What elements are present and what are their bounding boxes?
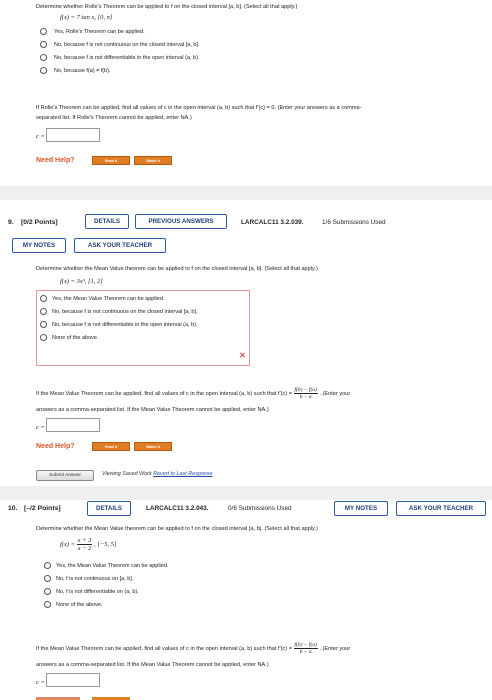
- q9-watch-it-button[interactable]: Watch It: [134, 442, 172, 451]
- q10-function-lhs: f(x) =: [60, 541, 76, 548]
- q9-fraction-top: f(b) − f(a): [294, 387, 317, 393]
- q10-followup: [36, 642, 350, 655]
- q9-prompt: Determine whether the Mean Value theorem can be applied to f on the closed interval [a, b]. (Select all that apply.): [36, 266, 318, 272]
- q10-function-bottom: x − 2: [77, 545, 92, 552]
- q10-fraction-top: f(b) − f(a): [294, 642, 317, 648]
- q9-option-radio[interactable]: [40, 308, 47, 315]
- q9-followup-text: If the Mean Value Theorem can be applied, find all values of c in the open interval (a, b) such that f′(c) =: [36, 390, 292, 397]
- q8-c-label: c =: [36, 133, 45, 140]
- q10-ask-teacher-button[interactable]: ASK YOUR TEACHER: [396, 501, 486, 516]
- q10-submissions: 0/6 Submissions Used: [228, 505, 292, 512]
- q8-option-label: No, because f(a) ≠ f(b).: [54, 68, 111, 74]
- q10-option-label: No, f is not continuous on [a, b].: [56, 576, 134, 582]
- q9-option-label: No, because f is not continuous on the closed interval [a, b].: [52, 309, 198, 315]
- q10-fraction: [294, 642, 318, 655]
- q8-need-help: Need Help?: [36, 157, 75, 164]
- q10-c-input[interactable]: [46, 673, 100, 687]
- q9-c-input[interactable]: [46, 418, 100, 432]
- q8-watch-it-button[interactable]: Watch It: [134, 156, 172, 165]
- q10-function-top: x + 3: [77, 537, 92, 544]
- q10-c-label: c =: [36, 679, 45, 686]
- q10-details-button[interactable]: DETAILS: [87, 501, 131, 516]
- q9-submit-button[interactable]: Submit Answer: [36, 470, 94, 481]
- q8-option-label: No, because f is not differentiable in the open interval (a, b).: [54, 55, 200, 61]
- q10-followup-text: If the Mean Value Theorem can be applied, find all values of c in the open interval (a, b) such that f′(c) =: [36, 645, 292, 652]
- q10-prompt: Determine whether the Mean Value theorem can be applied to f on the closed interval [a, b]. (Select all that apply.): [36, 526, 318, 532]
- q9-option-radio[interactable]: [40, 295, 47, 302]
- q9-saved-work: [102, 471, 212, 477]
- q8-followup: If Rolle's Theorem can be applied, find all values of c in the open interval (a, b) such that f′(c) = 0. (Enter your answers as a comma-: [36, 105, 362, 111]
- q9-followup: [36, 387, 350, 400]
- q8-prompt: Determine whether Rolle's Theorem can be applied to f on the closed interval [a, b]. (Select all that apply.): [36, 4, 298, 10]
- q10-code: LARCALC11 3.2.043.: [146, 505, 209, 512]
- q10-fraction-bottom: b − a: [299, 649, 312, 655]
- q10-option-label: Yes, the Mean Value Theorem can be applied.: [56, 563, 169, 569]
- q9-viewing-label: Viewing Saved Work: [102, 471, 152, 477]
- q9-c-label: c =: [36, 424, 45, 431]
- q8-option-radio[interactable]: [40, 28, 47, 35]
- q8-option-radio[interactable]: [40, 67, 47, 74]
- q9-ask-teacher-button[interactable]: ASK YOUR TEACHER: [74, 238, 166, 253]
- q9-need-help: Need Help?: [36, 443, 75, 450]
- q10-function-fraction: [77, 537, 93, 552]
- q9-submissions: 1/6 Submissions Used: [322, 219, 386, 226]
- q9-details-button[interactable]: DETAILS: [85, 214, 129, 229]
- q10-function-interval: , [−5, 5]: [94, 541, 117, 548]
- q9-previous-answers-button[interactable]: PREVIOUS ANSWERS: [135, 214, 227, 229]
- q10-points: [–/2 Points]: [24, 505, 61, 512]
- section-divider: [0, 486, 492, 500]
- q9-my-notes-button[interactable]: MY NOTES: [12, 238, 66, 253]
- q9-read-it-button[interactable]: Read It: [92, 442, 130, 451]
- q9-option-label: None of the above.: [52, 335, 99, 341]
- q8-followup-line2: separated list. If Rolle's Theorem cannot be applied, enter NA.): [36, 115, 192, 121]
- q10-option-radio[interactable]: [44, 601, 51, 608]
- q9-number: 9.: [8, 219, 14, 226]
- q8-option-label: Yes, Rolle's Theorem can be applied.: [54, 29, 145, 35]
- q9-fraction-bottom: b − a: [299, 394, 312, 400]
- q10-option-label: None of the above.: [56, 602, 103, 608]
- q9-followup-end: . (Enter your: [319, 390, 351, 397]
- q8-option-radio[interactable]: [40, 41, 47, 48]
- q10-followup-end: . (Enter your: [319, 645, 351, 652]
- q10-function: [60, 537, 117, 552]
- q8-function: f(x) = 7 tan x, [0, π]: [60, 14, 113, 21]
- q8-option-radio[interactable]: [40, 54, 47, 61]
- q10-option-radio[interactable]: [44, 575, 51, 582]
- q9-revert-link[interactable]: Revert to Last Response: [153, 471, 213, 477]
- q10-option-radio[interactable]: [44, 588, 51, 595]
- q10-number: 10.: [8, 505, 18, 512]
- q10-option-label: No, f is not differentiable on (a, b).: [56, 589, 139, 595]
- incorrect-x-icon: ✕: [239, 351, 246, 360]
- q9-option-label: No, because f is not differentiable in the open interval (a, b).: [52, 322, 198, 328]
- q8-option-label: No, because f is not continuous on the closed interval [a, b].: [54, 42, 200, 48]
- q9-option-radio[interactable]: [40, 321, 47, 328]
- q9-option-label: Yes, the Mean Value Theorem can be applied.: [52, 296, 165, 302]
- q10-my-notes-button[interactable]: MY NOTES: [334, 501, 388, 516]
- q10-option-radio[interactable]: [44, 562, 51, 569]
- q9-fraction: [294, 387, 318, 400]
- q9-option-radio[interactable]: [40, 334, 47, 341]
- q8-read-it-button[interactable]: Read It: [92, 156, 130, 165]
- section-divider: [0, 186, 492, 200]
- q9-followup-line2: answers as a comma-separated list. If the Mean Value Theorem cannot be applied, enter NA.): [36, 407, 269, 413]
- q8-c-input[interactable]: [46, 128, 100, 142]
- q9-function: f(x) = 3x³, [1, 2]: [60, 278, 103, 285]
- q10-followup-line2: answers as a comma-separated list. If the Mean Value Theorem cannot be applied, enter NA.): [36, 662, 269, 668]
- q9-code: LARCALC11 3.2.039.: [241, 219, 304, 226]
- q9-points: [0/2 Points]: [21, 219, 58, 226]
